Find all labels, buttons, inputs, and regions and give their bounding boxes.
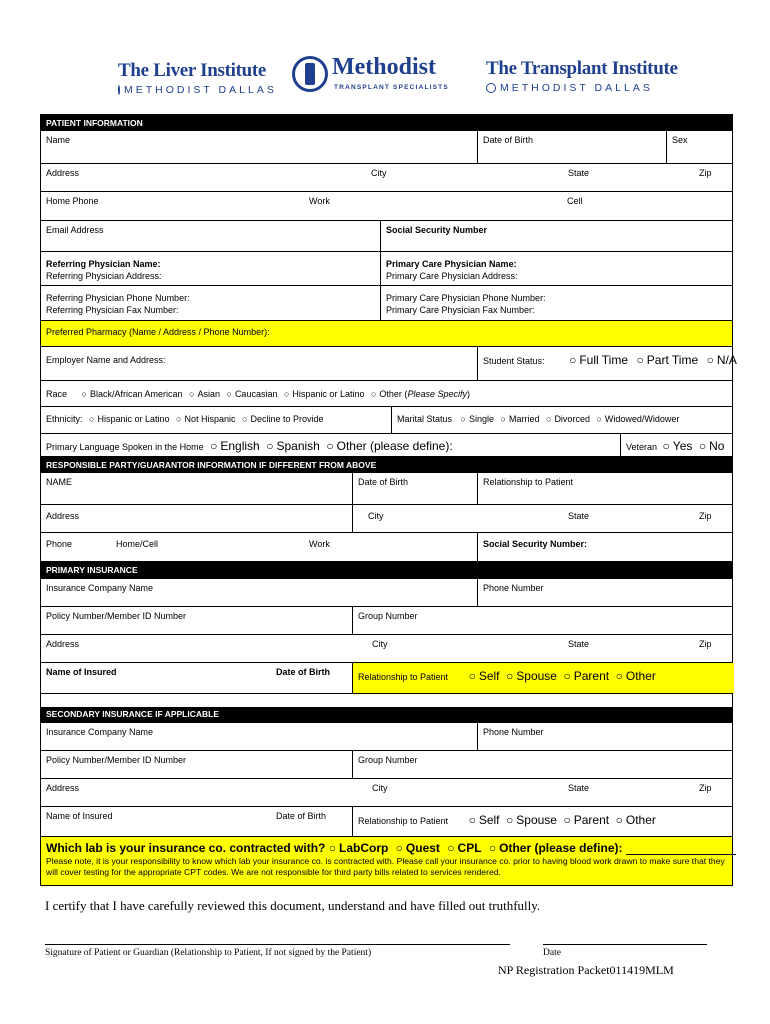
row-race [41,381,732,407]
referring-physician-field[interactable]: Referring Physician Name: Referring Physician Address: [46,259,162,281]
employer-field[interactable]: Employer Name and Address: [46,355,166,365]
secondary-phone-field[interactable]: Phone Number [477,723,734,750]
student-na-option[interactable]: ○ N/A [707,353,737,367]
patient-address-field[interactable]: Address [46,168,80,178]
student-status-group: Student Status: ○ Full Time ○ Part Time ○ N/A [477,347,734,380]
date-label: Date [543,948,561,958]
ethnicity-group: Ethnicity: ○ Hispanic or Latino ○ Not Hispanic ○ Decline to Provide [41,407,391,433]
secondary-zip-field[interactable]: Zip [699,783,712,793]
date-line[interactable] [543,944,707,945]
race-hispanic-option[interactable]: ○ Hispanic or Latino [284,389,364,399]
primary-policy-field[interactable]: Policy Number/Member ID Number [46,611,187,621]
row-secondary-company [41,723,732,751]
row-physician-phones [41,286,732,321]
liver-institute-logo: The Liver Institute METHODIST DALLAS [118,60,277,96]
ethnicity-not-hispanic-option[interactable]: ○ Not Hispanic [176,414,235,424]
transplant-institute-logo: The Transplant Institute METHODIST DALLAS [486,58,678,94]
methodist-cross-icon [292,56,328,92]
language-english-option[interactable]: ○ English [210,439,260,453]
email-field[interactable]: Email Address [46,225,104,235]
marital-single-option[interactable]: ○ Single [461,414,494,424]
footer-code: NP Registration Packet011419MLM [498,963,674,977]
row-guarantor-name [41,473,732,505]
row-email [41,221,732,252]
guarantor-address-field[interactable]: Address [46,511,80,521]
patient-sex-field[interactable]: Sex [666,131,734,163]
primary-relationship-group: Relationship to Patient ○ Self ○ Spouse ○ Parent ○ Other [352,663,734,693]
row-guarantor-phone: Phone Home/Cell Work Social Security Number: [41,533,732,562]
row-lab [41,837,732,885]
lab-other-input[interactable] [626,844,736,855]
student-full-time-option[interactable]: ○ Full Time [569,353,628,367]
row-primary-insured [41,663,732,694]
race-other-option[interactable]: ○ Other (Please Specify) [371,389,470,399]
veteran-no-option[interactable]: ○ No [699,439,725,453]
marital-divorced-option[interactable]: ○ Divorced [546,414,590,424]
secondary-company-field[interactable]: Insurance Company Name [46,727,154,737]
ssn-field[interactable]: Social Security Number [380,221,734,251]
section-header-secondary-insurance: SECONDARY INSURANCE IF APPLICABLE [41,708,732,723]
race-caucasian-option[interactable]: ○ Caucasian [227,389,278,399]
primary-address-field[interactable]: Address [46,639,80,649]
row-secondary-policy [41,751,732,779]
row-pharmacy [41,321,732,347]
primary-group-field[interactable]: Group Number [352,607,734,634]
primary-city-field[interactable]: City [372,639,388,649]
row-secondary-insured [41,807,732,837]
student-part-time-option[interactable]: ○ Part Time [637,353,699,367]
guarantor-ssn-field[interactable]: Social Security Number: [477,533,734,561]
methodist-seal-icon [118,85,120,95]
secondary-self-option[interactable]: ○ Self [469,813,500,827]
header-logos: The Liver Institute METHODIST DALLAS Methodist TRANSPLANT SPECIALISTS The Transplant Institute METHODIST DALLAS [118,54,678,96]
lab-note: Please note, it is your responsibility to know which lab your insurance co. is contracted with. Please call your insurance co. prior to having blood work drawn to make sure that they will cover testing for the appropriate CPT codes. We are not responsible for third party bills related to services rendered. [46,856,725,877]
row-primary-address [41,635,732,663]
marital-married-option[interactable]: ○ Married [501,414,540,424]
guarantor-home-cell-field[interactable]: Home/Cell [116,539,159,549]
lab-group: Which lab is your insurance co. contracted with? ○ LabCorp ○ Quest ○ CPL ○ Other (please define): Please note, it is your responsibility to know which lab your insurance co. is contracted with. Please call your insurance co. prior to having blood work drawn to make sure that they will cover testing for the appropriate CPT codes. We are not responsible for third party bills related to services rendered. [41,837,734,885]
guarantor-city-field[interactable]: City [352,505,563,532]
guarantor-work-field[interactable]: Work [309,539,330,549]
work-phone-field[interactable]: Work [309,196,330,206]
secondary-insured-dob-field[interactable]: Date of Birth [276,811,327,821]
lab-other-option[interactable]: ○ Other (please define): [489,841,623,855]
secondary-spouse-option[interactable]: ○ Spouse [506,813,557,827]
registration-form [40,114,737,886]
guarantor-relationship-field[interactable]: Relationship to Patient [477,473,734,504]
patient-city-field[interactable]: City [371,168,387,178]
referring-physician-phone-field[interactable]: Referring Physician Phone Number: Referring Physician Fax Number: [46,293,190,315]
language-other-option[interactable]: ○ Other (please define): [326,439,452,453]
home-phone-field[interactable]: Home Phone [46,196,99,206]
primary-other-option[interactable]: ○ Other [616,669,656,683]
lab-cpl-option[interactable]: ○ CPL [447,841,481,855]
primary-company-field[interactable]: Insurance Company Name [46,583,154,593]
row-phones [41,192,732,221]
methodist-seal-icon [486,83,496,93]
row-address [41,164,732,192]
primary-zip-field[interactable]: Zip [699,639,712,649]
lab-quest-option[interactable]: ○ Quest [396,841,440,855]
signature-line[interactable] [45,944,510,945]
secondary-state-field[interactable]: State [568,783,590,793]
certify-statement: I certify that I have carefully reviewed this document, understand and have filled out truthfully. [45,898,541,913]
language-group: Primary Language Spoken in the Home ○ English ○ Spanish ○ Other (please define): [41,434,620,456]
primary-insured-dob-field[interactable]: Date of Birth [276,667,330,677]
guarantor-name-field[interactable]: NAME [46,477,73,487]
marital-widowed-option[interactable]: ○ Widowed/Widower [596,414,679,424]
language-spanish-option[interactable]: ○ Spanish [266,439,320,453]
row-primary-company [41,579,732,607]
row-secondary-address [41,779,732,807]
race-group: Race ○ Black/African American ○ Asian ○ Caucasian ○ Hispanic or Latino ○ Other (Please Specify) [41,381,734,406]
secondary-policy-field[interactable]: Policy Number/Member ID Number [46,755,187,765]
primary-state-field[interactable]: State [568,639,590,649]
row-employer [41,347,737,381]
secondary-other-option[interactable]: ○ Other [616,813,656,827]
secondary-parent-option[interactable]: ○ Parent [564,813,610,827]
section-header-guarantor: RESPONSIBLE PARTY/GUARANTOR INFORMATION IF DIFFERENT FROM ABOVE [41,457,732,473]
secondary-address-field[interactable]: Address [46,783,80,793]
patient-dob-field[interactable]: Date of Birth [477,131,666,163]
patient-name-field[interactable]: Name [46,135,71,145]
spacer [41,694,732,708]
patient-state-field[interactable]: State [568,168,590,178]
section-header-patient: PATIENT INFORMATION [41,115,732,131]
pharmacy-field[interactable]: Preferred Pharmacy (Name / Address / Phone Number): [46,327,270,337]
primary-phone-field[interactable]: Phone Number [477,579,734,606]
guarantor-state-field[interactable]: State [568,511,590,521]
secondary-city-field[interactable]: City [372,783,388,793]
guarantor-dob-field[interactable]: Date of Birth [352,473,477,504]
race-asian-option[interactable]: ○ Asian [189,389,220,399]
primary-self-option[interactable]: ○ Self [469,669,500,683]
secondary-insured-field[interactable]: Name of Insured [46,811,113,821]
secondary-group-field[interactable]: Group Number [352,751,734,778]
pcp-phone-field[interactable]: Primary Care Physician Phone Number: Primary Care Physician Fax Number: [380,286,734,320]
row-name [41,131,732,164]
section-header-primary-insurance: PRIMARY INSURANCE [41,562,732,579]
marital-status-group: Marital Status ○ Single ○ Married ○ Divorced ○ Widowed/Widower [391,407,734,433]
primary-parent-option[interactable]: ○ Parent [564,669,610,683]
row-primary-policy [41,607,732,635]
signature-label: Signature of Patient or Guardian (Relationship to Patient, If not signed by the Patient) [45,948,372,958]
race-black-option[interactable]: ○ Black/African American [82,389,183,399]
lab-labcorp-option[interactable]: ○ LabCorp [329,841,389,855]
secondary-relationship-group: Relationship to Patient ○ Self ○ Spouse ○ Parent ○ Other [352,807,734,836]
guarantor-zip-field[interactable]: Zip [699,511,712,521]
row-ethnicity [41,407,732,434]
veteran-group: Veteran ○ Yes ○ No [620,434,734,456]
row-physicians [41,252,732,286]
primary-insured-field[interactable]: Name of Insured [46,667,117,677]
primary-spouse-option[interactable]: ○ Spouse [506,669,557,683]
ethnicity-hispanic-option[interactable]: ○ Hispanic or Latino [89,414,169,424]
patient-zip-field[interactable]: Zip [699,168,712,178]
row-language [41,434,732,457]
pcp-field[interactable]: Primary Care Physician Name: Primary Care Physician Address: [380,252,734,285]
veteran-yes-option[interactable]: ○ Yes [663,439,693,453]
ethnicity-decline-option[interactable]: ○ Decline to Provide [242,414,323,424]
cell-phone-field[interactable]: Cell [567,196,583,206]
row-guarantor-address [41,505,732,533]
